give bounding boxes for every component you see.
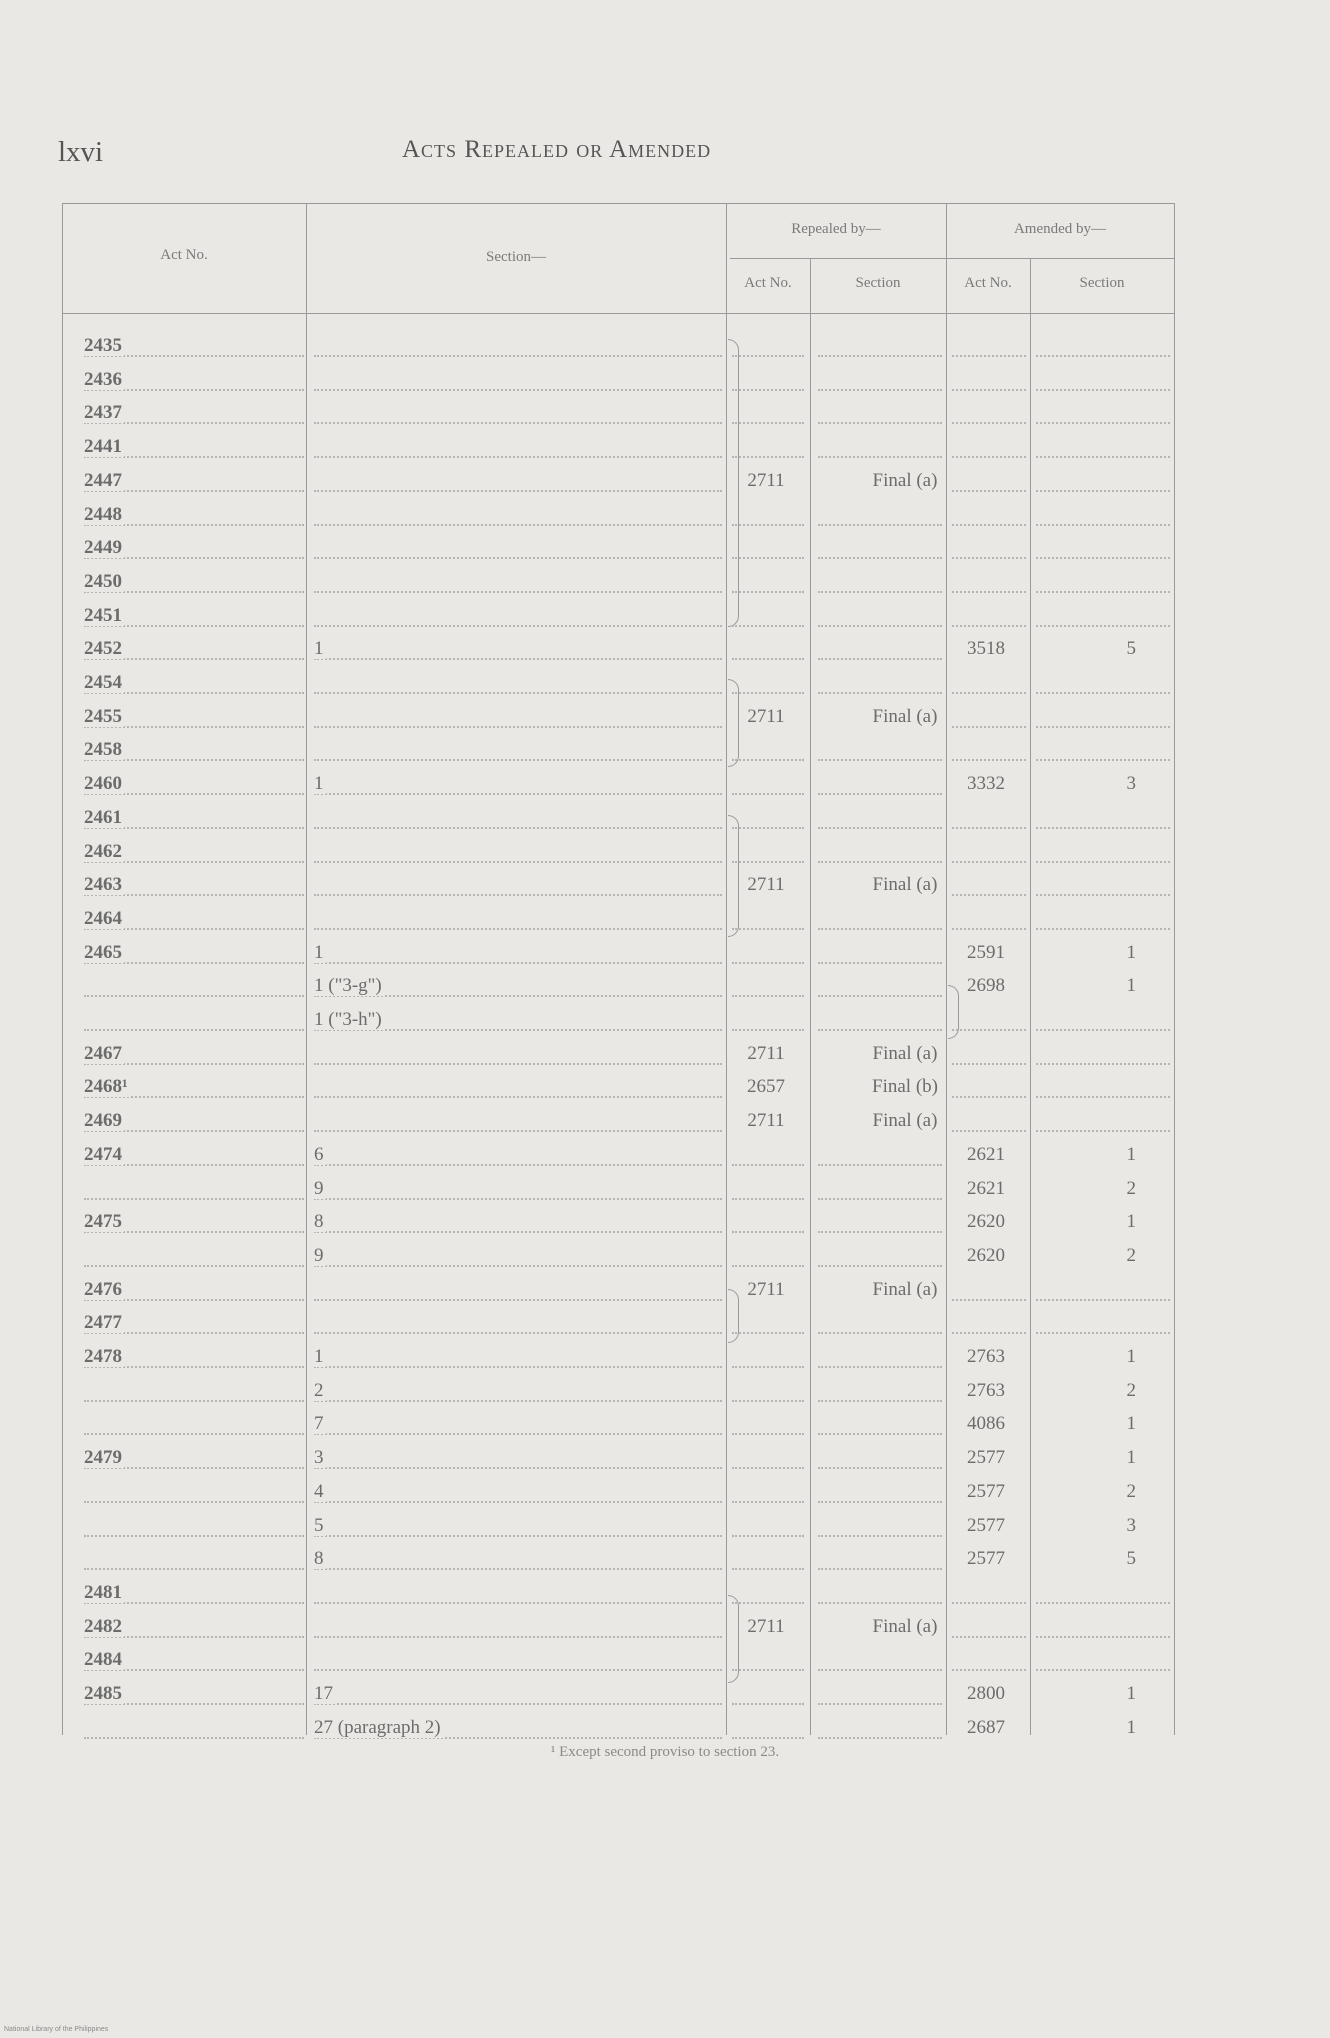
repealed-section-cell: Final (a) — [872, 1110, 938, 1132]
section-cell: 1 — [314, 1346, 324, 1367]
section-cell: 8 — [314, 1548, 324, 1570]
repealed-section-cell: Final (b) — [872, 1076, 938, 1098]
section-cell: 5 — [314, 1514, 324, 1536]
repealed-section-cell: Final (a) — [872, 874, 938, 896]
act-no-cell: 2458 — [84, 739, 122, 761]
section-cell: 4 — [314, 1480, 324, 1502]
repealed-section-cell: Final (a) — [872, 1278, 938, 1300]
amended-act-no-cell: 3518 — [967, 638, 1005, 660]
amended-act-no-cell: 2591 — [967, 941, 1005, 963]
scan-credit: National Library of the Philippines — [4, 2026, 109, 2033]
amended-section-cell — [1042, 1306, 1138, 1340]
amended-act-no-cell: 2687 — [967, 1716, 1005, 1738]
act-no-cell: 2484 — [84, 1649, 122, 1671]
amended-section-cell: 1 — [1126, 1447, 1136, 1469]
header-act-no: Act No. — [160, 247, 208, 263]
amended-section-cell: 3 — [1126, 773, 1136, 795]
repealed-act-no-cell: 2657 — [747, 1076, 785, 1098]
amended-act-no-cell: 2763 — [967, 1379, 1005, 1401]
amended-act-no-cell: 2577 — [967, 1514, 1005, 1536]
amended-section-cell: 3 — [1126, 1514, 1136, 1536]
amended-act-no-cell: 2698 — [967, 975, 1005, 997]
amended-section-cell: 2 — [1126, 1480, 1136, 1502]
act-no-cell: 2478 — [84, 1346, 122, 1367]
act-no-cell: 2477 — [84, 1312, 122, 1334]
amended-act-no-cell — [942, 1104, 1032, 1138]
section-cell: 9 — [314, 1177, 324, 1199]
amended-section-cell: 1 — [1126, 941, 1136, 963]
repealed-section-cell: Final (a) — [872, 1042, 938, 1064]
section-cell: 6 — [314, 1143, 324, 1165]
section-cell: 1 — [314, 941, 324, 963]
act-no-cell: 2449 — [84, 537, 122, 559]
act-no-cell: 2441 — [84, 436, 122, 458]
header-amended-section: Section — [1079, 275, 1125, 291]
act-no-cell: 2476 — [84, 1278, 122, 1300]
amended-section-cell — [1042, 902, 1138, 936]
act-no-cell: 2464 — [84, 907, 122, 929]
amended-act-no-cell — [942, 599, 1032, 633]
amended-section-cell: 1 — [1126, 1683, 1136, 1704]
amended-section-cell — [1042, 1104, 1138, 1138]
amended-act-no-cell: 2621 — [967, 1177, 1005, 1199]
amended-section-cell — [1042, 1643, 1138, 1677]
amended-act-no-cell — [942, 902, 1032, 936]
act-no-cell: 2447 — [84, 469, 122, 491]
section-cell: 27 (paragraph 2) — [314, 1716, 441, 1738]
repealed-act-no-cell — [730, 835, 804, 869]
header-repealed-section: Section — [855, 275, 901, 291]
repealed-act-no-cell — [730, 1239, 804, 1273]
section-cell: 9 — [314, 1244, 324, 1266]
header-repealed-act-no: Act No. — [744, 275, 792, 291]
act-no-cell: 2451 — [84, 604, 122, 626]
section-cell: 8 — [314, 1211, 324, 1233]
amended-section-cell: 2 — [1126, 1244, 1136, 1266]
acts-table — [62, 203, 1174, 1738]
amended-section-cell: 2 — [1126, 1379, 1136, 1401]
act-no-cell: 2482 — [84, 1615, 122, 1637]
repealed-act-no-cell: 2711 — [747, 1042, 785, 1064]
act-no-cell: 2455 — [84, 705, 122, 727]
amended-act-no-cell: 2577 — [967, 1548, 1005, 1570]
act-no-cell: 2481 — [84, 1581, 122, 1603]
running-head: Acts Repealed or Amended — [402, 136, 712, 163]
amended-act-no-cell — [942, 1306, 1032, 1340]
repealed-act-no-cell: 2711 — [747, 1615, 785, 1637]
amended-act-no-cell — [942, 1643, 1032, 1677]
amended-section-cell — [1042, 733, 1138, 767]
header-amended-act-no: Act No. — [964, 275, 1012, 291]
act-no-cell: 2454 — [84, 672, 122, 693]
amended-act-no-cell: 2577 — [967, 1447, 1005, 1469]
amended-act-no-cell: 4086 — [967, 1413, 1005, 1435]
act-no-cell: 2479 — [84, 1447, 122, 1469]
repealed-section-cell: Final (a) — [872, 469, 938, 491]
repealed-act-no-cell: 2711 — [747, 874, 785, 896]
act-no-cell: 2461 — [84, 806, 122, 828]
repealed-act-no-cell — [730, 1003, 804, 1037]
repealed-act-no-cell: 2711 — [747, 705, 785, 727]
amended-act-no-cell — [942, 733, 1032, 767]
act-no-cell: 2435 — [84, 335, 122, 356]
repealed-act-no-cell — [730, 430, 804, 464]
act-no-cell: 2460 — [84, 773, 122, 795]
table-row — [62, 1711, 1174, 1745]
header-section: Section— — [486, 249, 546, 265]
footnote: ¹ Except second proviso to section 23. — [550, 1744, 780, 1760]
repealed-act-no-cell: 2711 — [747, 469, 785, 491]
section-cell: 1 ("3-h") — [314, 1009, 382, 1030]
act-no-cell: 2448 — [84, 503, 122, 525]
amended-section-cell: 1 — [1126, 1143, 1136, 1165]
page-number: lxvi — [58, 136, 104, 168]
act-no-cell: 2467 — [84, 1042, 122, 1064]
act-no-cell: 2436 — [84, 368, 122, 390]
repealed-section-cell: Final (a) — [872, 705, 938, 727]
repealed-act-no-cell: 2711 — [747, 1278, 785, 1300]
amended-section-cell: 5 — [1126, 638, 1136, 660]
amended-act-no-cell: 2800 — [967, 1683, 1005, 1704]
section-cell: 17 — [314, 1683, 333, 1704]
repealed-section-cell: Final (a) — [872, 1615, 938, 1637]
act-no-cell: 2465 — [84, 941, 122, 963]
amended-act-no-cell: 3332 — [967, 773, 1005, 795]
section-cell: 1 ("3-g") — [314, 975, 382, 997]
repealed-act-no-cell — [730, 666, 804, 700]
act-no-cell: 2452 — [84, 638, 122, 660]
amended-section-cell: 1 — [1126, 975, 1136, 997]
amended-section-cell: 2 — [1126, 1177, 1136, 1199]
act-no-cell: 2437 — [84, 402, 122, 424]
repealed-act-no-cell — [730, 1711, 804, 1745]
act-no-cell: 2450 — [84, 570, 122, 592]
act-no-cell — [84, 1711, 302, 1745]
amended-section-cell: 1 — [1126, 1716, 1136, 1738]
act-no-cell: 2468¹ — [84, 1076, 128, 1098]
repealed-act-no-cell: 2711 — [747, 1110, 785, 1132]
amended-act-no-cell: 2621 — [967, 1143, 1005, 1165]
header-repealed-by: Repealed by— — [791, 221, 881, 237]
amended-section-cell: 1 — [1126, 1413, 1136, 1435]
act-no-cell: 2463 — [84, 874, 122, 896]
amended-act-no-cell: 2577 — [967, 1480, 1005, 1502]
act-no-cell: 2469 — [84, 1110, 122, 1132]
act-no-cell: 2475 — [84, 1211, 122, 1233]
header-amended-by: Amended by— — [1013, 221, 1107, 237]
amended-section-cell: 1 — [1126, 1211, 1136, 1233]
amended-section-cell — [1042, 599, 1138, 633]
amended-section-cell: 5 — [1126, 1548, 1136, 1570]
section-cell: 1 — [314, 638, 324, 660]
section-cell: 2 — [314, 1379, 324, 1401]
act-no-cell: 2485 — [84, 1683, 122, 1704]
amended-act-no-cell: 2620 — [967, 1211, 1005, 1233]
repealed-act-no-cell — [730, 1576, 804, 1610]
amended-act-no-cell: 2763 — [967, 1346, 1005, 1367]
section-cell: 3 — [314, 1447, 324, 1469]
act-no-cell: 2474 — [84, 1143, 122, 1165]
amended-act-no-cell: 2620 — [967, 1244, 1005, 1266]
section-cell: 1 — [314, 773, 324, 795]
section-cell: 7 — [314, 1413, 324, 1435]
amended-section-cell: 1 — [1126, 1346, 1136, 1367]
act-no-cell: 2462 — [84, 840, 122, 862]
